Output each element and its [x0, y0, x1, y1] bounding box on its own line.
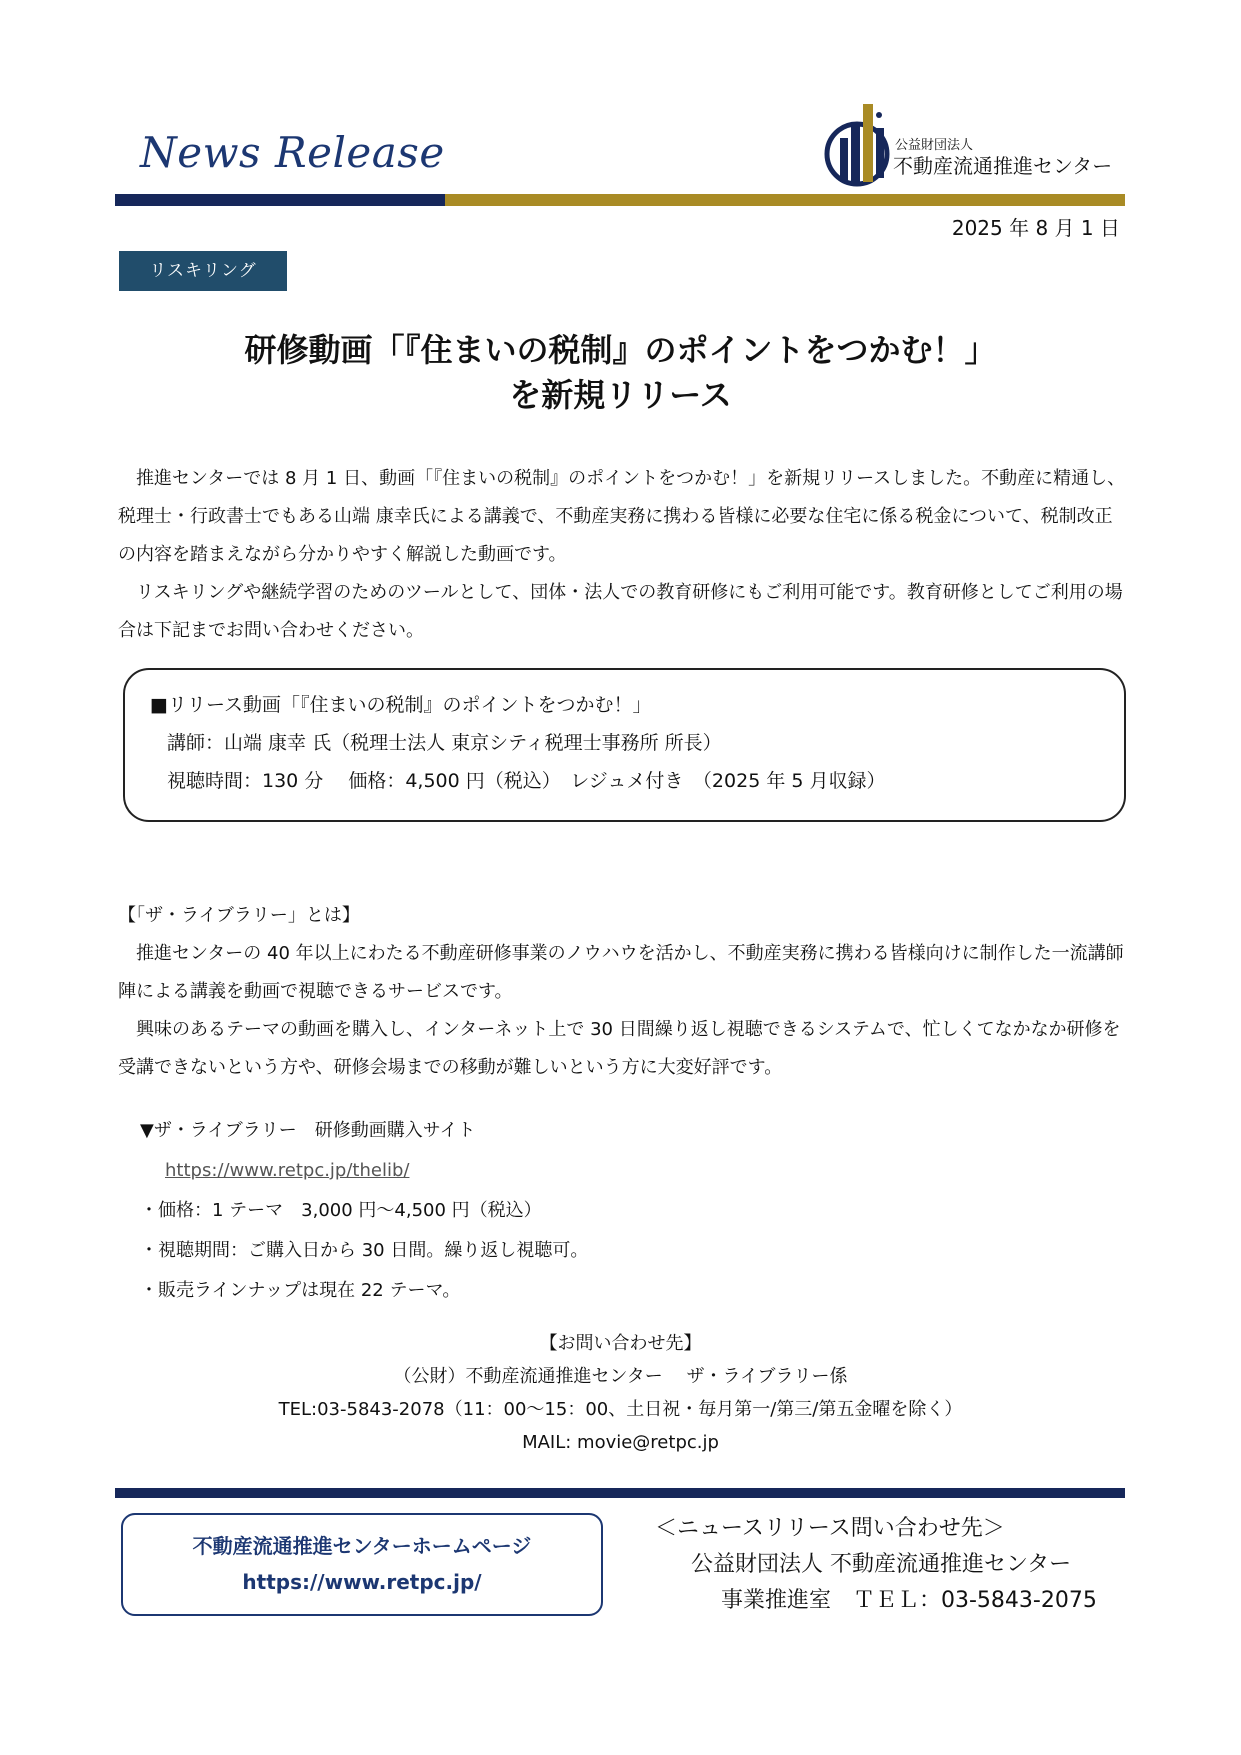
news-contact-heading: ＜ニュースリリース問い合わせ先＞	[655, 1516, 1005, 1541]
news-release-title: News Release	[140, 128, 445, 177]
about-section	[118, 897, 1128, 1087]
shop-heading: ▼ザ・ライブラリー 研修動画購入サイト	[140, 1120, 476, 1141]
news-contact-org: 公益財団法人 不動産流通推進センター	[691, 1552, 1072, 1577]
footer-rule	[115, 1488, 1125, 1498]
contact-org: （公財）不動産流通推進センター ザ・ライブラリー係	[393, 1366, 848, 1387]
header-rule-gold	[445, 194, 1125, 206]
category-tag: リスキリング	[119, 251, 287, 291]
intro-paragraph: 推進センターでは 8 月 1 日、動画「『住まいの税制』のポイントをつかむ！」を新規リリースしました。不動産に精通し、税理士・行政書士でもある山端 康幸氏による講義で、不動産実務に携わる皆様に必要な住宅に係る税金について、税制改正の内容を踏まえながら分かりやすく解説した動画です。	[118, 468, 1126, 565]
release-info-text	[150, 686, 885, 800]
header-rule-navy	[115, 194, 445, 206]
contact-section	[100, 1327, 1141, 1459]
contact-tel: TEL:03-5843-2078（11：00～15：00、土日祝・毎月第一/第三/第五金曜を除く）	[278, 1399, 963, 1420]
shop-item-lineup: ・販売ラインナップは現在 22 テーマ。	[140, 1280, 461, 1301]
release-details: 視聴時間：130 分 価格：4,500 円（税込） レジュメ付き （2025 年 5 月収録）	[167, 770, 886, 792]
headline	[60, 328, 1181, 418]
homepage-url[interactable]: https://www.retpc.jp/	[242, 1570, 482, 1594]
headline-line-1: 研修動画「『住まいの税制』のポイントをつかむ！」	[244, 331, 997, 369]
contact-mail[interactable]: MAIL: movie@retpc.jp	[522, 1432, 719, 1453]
intro-paragraph: リスキリングや継続学習のためのツールとして、団体・法人での教育研修にもご利用可能です。教育研修としてご利用の場合は下記までお問い合わせください。	[118, 582, 1123, 641]
shop-item-price: ・価格：1 テーマ 3,000 円～4,500 円（税込）	[140, 1200, 542, 1221]
release-video-title: ■リリース動画「『住まいの税制』のポイントをつかむ！」	[150, 694, 652, 716]
shop-section	[140, 1111, 588, 1311]
news-contact-tel: 事業推進室 ＴＥＬ：03-5843-2075	[721, 1588, 1097, 1613]
shop-url-link[interactable]: https://www.retpc.jp/thelib/	[165, 1160, 410, 1181]
about-heading: 【「ザ・ライブラリー」とは】	[118, 905, 360, 926]
shop-item-period: ・視聴期間：ご購入日から 30 日間。繰り返し視聴可。	[140, 1240, 589, 1261]
release-date: 2025 年 8 月 1 日	[951, 216, 1120, 240]
homepage-box[interactable]	[121, 1513, 603, 1616]
about-paragraph: 興味のあるテーマの動画を購入し、インターネット上で 30 日間繰り返し視聴できるシステムで、忙しくてなかなか研修を受講できないという方や、研修会場までの移動が難しいという方に大変好評です。	[118, 1019, 1121, 1078]
release-lecturer: 講師：山端 康幸 氏（税理士法人 東京シティ税理士事務所 所長）	[167, 732, 722, 754]
org-sub-label: 公益財団法人	[895, 138, 974, 153]
contact-heading: 【お問い合わせ先】	[539, 1333, 702, 1354]
about-paragraph: 推進センターの 40 年以上にわたる不動産研修事業のノウハウを活かし、不動産実務に携わる皆様向けに制作した一流講師陣による講義を動画で視聴できるサービスです。	[118, 943, 1124, 1002]
org-name: 不動産流通推進センター	[893, 154, 1113, 178]
news-contact	[655, 1511, 1125, 1619]
headline-line-2: を新規リリース	[509, 376, 732, 414]
homepage-label: 不動産流通推進センターホームページ	[192, 1534, 532, 1558]
intro-text	[118, 460, 1128, 650]
